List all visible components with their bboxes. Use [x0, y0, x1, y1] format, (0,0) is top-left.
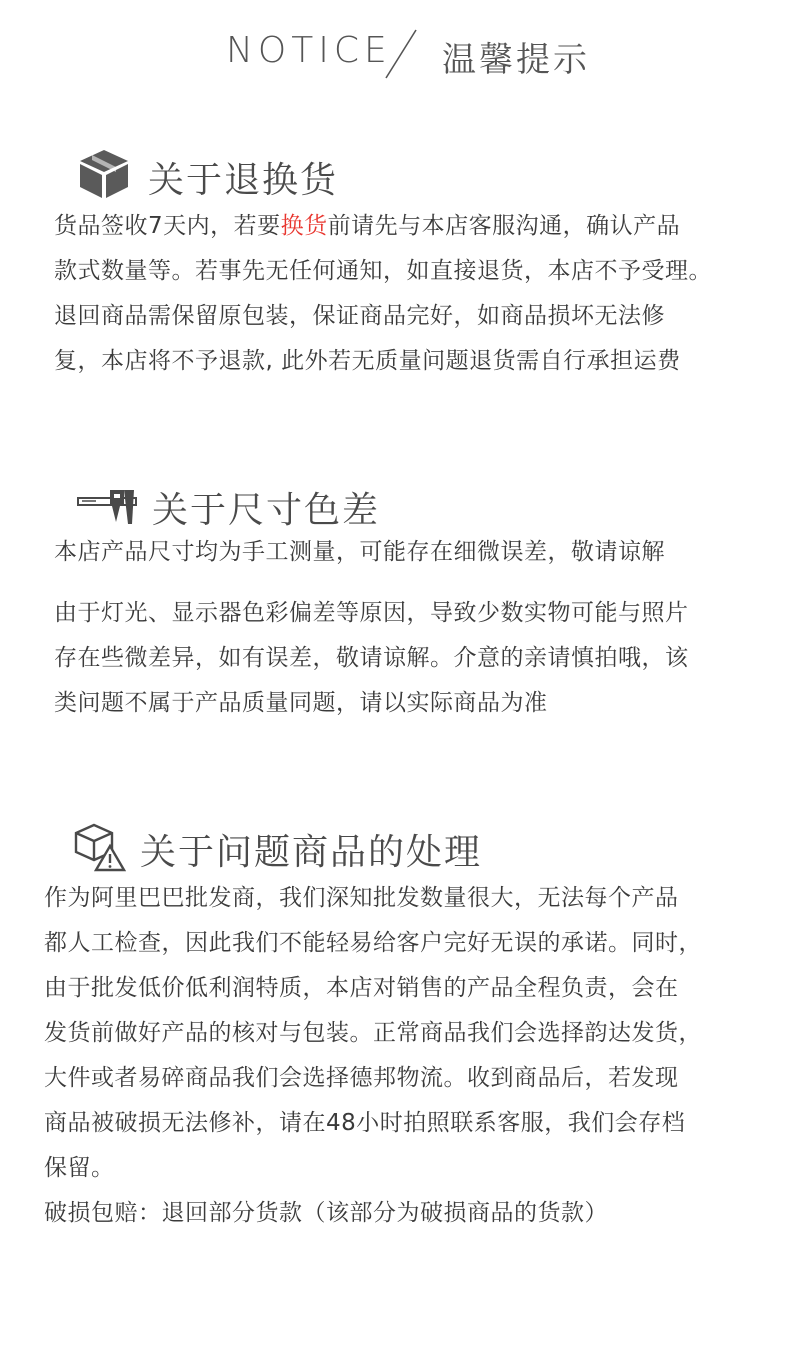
- notice-header: [0, 28, 790, 80]
- paragraph-line: 货品签收7天内，若要换货前请先与本店客服沟通，确认产品: [54, 213, 681, 239]
- caliper-icon: [76, 484, 142, 528]
- section-title: 关于问题商品的处理: [140, 832, 483, 873]
- section-title: 关于尺寸色差: [152, 490, 381, 531]
- section-problem-heading: [72, 818, 512, 878]
- paragraph-line: 由于批发低价低利润特质，本店对销售的产品全程负责，会在: [44, 975, 679, 1001]
- paragraph-line: 作为阿里巴巴批发商，我们深知批发数量很大，无法每个产品: [44, 885, 679, 911]
- paragraph-line: 退回商品需保留原包装，保证商品完好，如商品损坏无法修: [54, 303, 665, 329]
- paragraph-line: 保留。: [44, 1155, 115, 1181]
- paragraph-line: 款式数量等。若事先无任何通知，如直接退货，本店不予受理。: [54, 258, 712, 284]
- section-title: 关于退换货: [148, 160, 339, 201]
- section-size-heading: [76, 476, 476, 536]
- highlight-exchange: 换货: [280, 213, 328, 239]
- header-chinese-title: 温馨提示: [442, 40, 590, 80]
- paragraph-line: 本店产品尺寸均为手工测量，可能存在细微误差，敬请谅解: [54, 539, 665, 565]
- paragraph-line: 存在些微差异，如有误差，敬请谅解。介意的亲请慎拍哦，该: [54, 645, 689, 671]
- section-returns-heading: [78, 146, 478, 206]
- paragraph-line: 发货前做好产品的核对与包装。正常商品我们会选择韵达发货，: [44, 1020, 702, 1046]
- paragraph-line: 复，本店将不予退款, 此外若无质量问题退货需自行承担运费: [54, 348, 681, 374]
- paragraph-line: 破损包赔：退回部分货款（该部分为破损商品的货款）: [44, 1200, 608, 1226]
- paragraph-line: 商品被破损无法修补，请在48小时拍照联系客服，我们会存档: [44, 1110, 686, 1136]
- box-icon: [78, 148, 130, 200]
- paragraph-line: 类问题不属于产品质量同题，请以实际商品为准: [54, 690, 548, 716]
- paragraph-line: 大件或者易碎商品我们会选择德邦物流。收到商品后，若发现: [44, 1065, 679, 1091]
- paragraph-line: 由于灯光、显示器色彩偏差等原因，导致少数实物可能与照片: [54, 600, 689, 626]
- header-english-title: NOTICE: [226, 30, 392, 71]
- slash-divider: [380, 28, 420, 80]
- damaged-package-icon: [72, 822, 126, 872]
- paragraph-line: 都人工检查，因此我们不能轻易给客户完好无误的承诺。同时，: [44, 930, 702, 956]
